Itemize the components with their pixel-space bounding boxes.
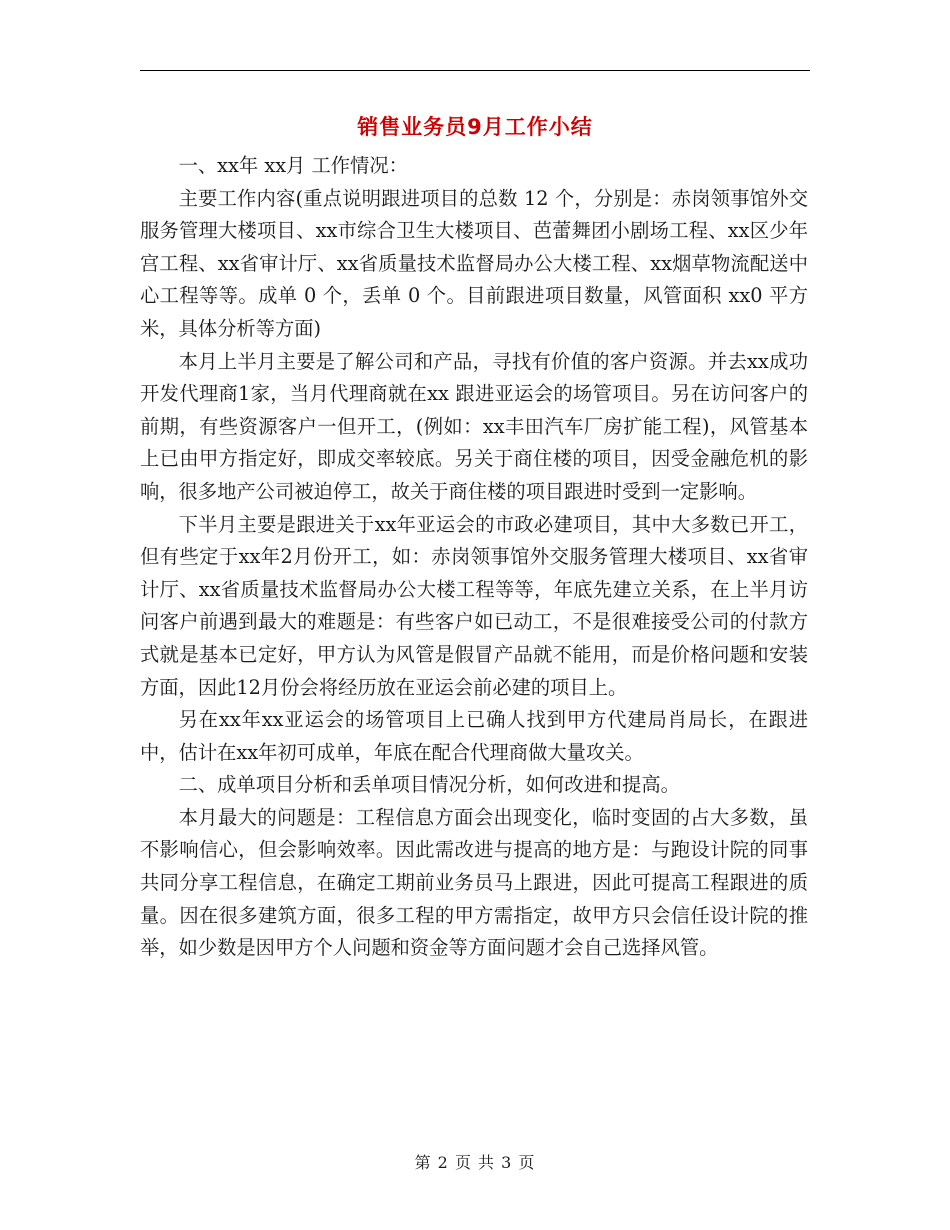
document-title: 销售业务员9月工作小结 <box>357 115 593 139</box>
document-body <box>140 150 808 965</box>
section-heading-analysis: 二、成单项目分析和丢单项目情况分析，如何改进和提高。 <box>178 773 680 797</box>
paragraph-first-half-month: 本月上半月主要是了解公司和产品，寻找有价值的客户资源。并去xx成功开发代理商1家，当月代理商就在xx 跟进亚运会的场管项目。另在访问客户的前期，有些资源客户一但开工，(例如：xx丰田汽车厂房扩能工程)，风管基本上已由甲方指定好，即成交率较底。另关于商住楼的项目，因受金融危机的影响，很多地产公司被迫停工，故关于商住楼的项目跟进时受到一定影响。 <box>140 349 808 503</box>
page-number: 第 2 页 共 3 页 <box>414 1153 536 1172</box>
paragraph-biggest-problem: 本月最大的问题是：工程信息方面会出现变化，临时变固的占大多数，虽不影响信心，但会影响效率。因此需改进与提高的地方是：与跑设计院的同事共同分享工程信息，在确定工期前业务员马上跟进，因此可提高工程跟进的质量。因在很多建筑方面，很多工程的甲方需指定，故甲方只会信任设计院的推举，如少数是因甲方个人问题和资金等方面问题才会自己选择风管。 <box>140 805 808 960</box>
paragraph-asian-games-project: 另在xx年xx亚运会的场管项目上已确人找到甲方代建局肖局长，在跟进中，估计在xx年初可成单，年底在配合代理商做大量攻关。 <box>140 708 808 764</box>
paragraph-second-half-month: 下半月主要是跟进关于xx年亚运会的市政必建项目，其中大多数已开工，但有些定于xx年2月份开工，如：赤岗领事馆外交服务管理大楼项目、xx省审计厅、xx省质量技术监督局办公大楼工程等等，年底先建立关系，在上半月访问客户前遇到最大的难题是：有些客户如已动工，不是很难接受公司的付款方式就是基本已定好，甲方认为风管是假冒产品就不能用，而是价格问题和安装方面，因此12月份会将经历放在亚运会前必建的项目上。 <box>140 512 808 699</box>
section-heading-work-status: 一、xx年 xx月 工作情况： <box>178 154 408 177</box>
paragraph-main-work: 主要工作内容(重点说明跟进项目的总数 12 个，分别是：赤岗领事馆外交服务管理大楼项目、xx市综合卫生大楼项目、芭蕾舞团小剧场工程、xx区少年宫工程、xx省审计厅、xx省质量技术监督局办公大楼工程、xx烟草物流配送中心工程等等。成单 0 个，丢单 0 个。目前跟进项目数量，风管面积 xx0 平方米，具体分析等方面) <box>140 186 808 340</box>
header-rule <box>140 70 810 71</box>
